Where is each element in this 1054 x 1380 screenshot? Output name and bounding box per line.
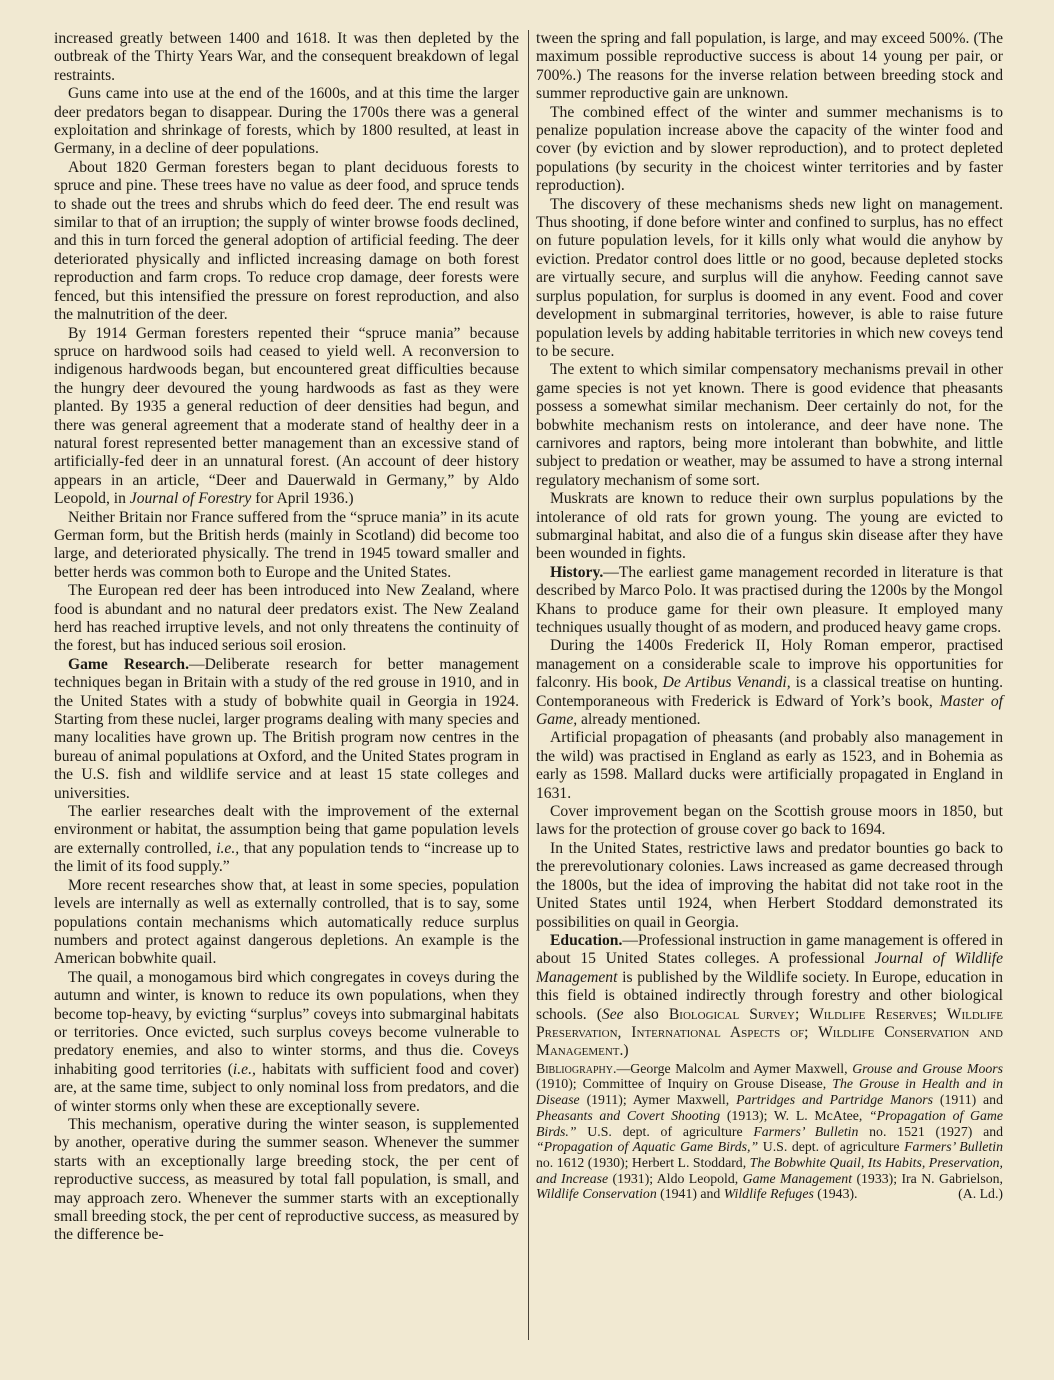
paragraph-text: During the 1400s Frederick II, Holy Roman emperor, practised management on a considerable scale to improve his opportunities for falconry. His book, [536, 637, 1003, 692]
italic-text: Master of Game, [536, 692, 1003, 729]
right-paragraphs [536, 30, 1003, 1061]
bibliography-text: no. 1612 (1930); Herbert L. Stoddard, [536, 1154, 750, 1170]
paragraph-text: By 1914 German foresters repented their “spruce mania” because spruce on hardwood soils had ceased to yield well. A reconversion to indigenous hardwoods began, but encountered great difficulties because the hungry deer devoured the young hardwoods as fast as they were planted. By 1935 a general reduction of deer densities had begun, and there was general agreement that a moderate stand of healthy deer in a natural forest represented better management than an excessive stand of artificially-fed deer in an unnatural forest. (An account of deer history appears in an article, “Deer and Dauerwald in Germany,” by Aldo Leopold, in [54, 324, 519, 508]
right-paragraph [536, 932, 1003, 1061]
paragraph-text: Muskrats are known to reduce their own surplus populations by the intolerance of old rats for grown young. The young are evicted to submarginal habitat, and also die of a fungus skin disease after they have been wounded in fights. [536, 490, 1003, 563]
bibliography-title: Partridges and Partridge Manors [736, 1092, 934, 1108]
bibliography-text: (1911) and [933, 1092, 1003, 1108]
bibliography-text: no. 1521 (1927) and [858, 1123, 1004, 1139]
paragraph-text: increased greatly between 1400 and 1618. It was then depleted by the outbreak of the Thirty Years War, and the consequent breakdown of legal restraints. [54, 30, 519, 84]
paragraph-text: The combined effect of the winter and summer mechanisms is to penalize population increase above the capacity of the winter food and cover (by eviction and by slower reproduction), and to protect depleted populations (by security in the choicest winter territories and by faster reproduction). [536, 103, 1003, 195]
right-paragraph [536, 196, 1003, 362]
paragraph-text: More recent researches show that, at least in some species, population levels are internally as well as externally controlled, that is to say, some populations contain mechanisms which automatically reduce surplus numbers and protect against dangerous depletions. An example is the American bobwhite quail. [54, 876, 519, 968]
bibliography-title: Grouse and Grouse Moors [852, 1060, 1004, 1076]
section-heading: Game Research. [68, 655, 189, 673]
paragraph-text: About 1820 German foresters began to plant deciduous forests to spruce and pine. These trees have no value as deer food, and spruce tends to shade out the trees and shrubs which do feed deer. The end result was similar to that of an irruption; the supply of winter browse foods declined, and this in turn forced the general adoption of artificial feeding. The deer deteriorated physically and inflicted increasing damage on both forest reproduction and farm crops. To reduce crop damage, deer forests were fenced, but this intensified the pressure on forest reproduction, and also the malnutrition of the deer. [54, 158, 519, 324]
right-column [536, 30, 1003, 1202]
italic-text: Journal of Forestry [129, 490, 252, 508]
bibliography-text: U.S. dept. of agriculture [576, 1123, 754, 1139]
bibliography-entries [536, 1061, 1003, 1202]
bibliography-title: The Grouse in Health and in Disease [536, 1076, 1003, 1108]
italic-text: i.e., [216, 839, 240, 857]
paragraph-text: is a classical treatise on hunting. Contemporaneous with Frederick is Edward of York’s book, [536, 674, 1003, 710]
paragraph-text: is published by the Wildlife society. In Europe, education in this field is obtained indirectly through forestry and other biological schools. ( [536, 968, 1003, 1023]
paragraph-text: The extent to which similar compensatory mechanisms prevail in other game species is not yet known. There is good evidence that pheasants possess a somewhat similar mechanism. Deer certainly do not, for the bobwhite mechanism rests on intolerance, and deer have none. The carnivores and raptors, being more intolerant than bobwhite, and little subject to predation or weather, may be assumed to have a strong internal regulatory mechanism of some sort. [536, 361, 1003, 489]
bibliography-title: Farmers’ Bulletin [753, 1123, 859, 1139]
paragraph-text: that any population tends to “increase up to the limit of its food supply.” [54, 839, 519, 876]
italic-text: i.e., [232, 1060, 256, 1078]
left-paragraph [54, 969, 519, 1116]
italic-text: De Artibus Venandi, [662, 674, 791, 692]
left-paragraph [54, 30, 519, 85]
left-column [54, 30, 519, 1245]
paragraph-text: Guns came into use at the end of the 1600s, and at this time the larger deer predators began to disappear. During the 1700s there was a general exploitation and shrinkage of forests, which by 1800 resulted, at least in Germany, in a decline of deer populations. [54, 85, 519, 158]
paragraph-text: tween the spring and fall population, is large, and may exceed 500%. (The maximum possible reproductive success is about 14 young per pair, or 700%.) The reasons for the inverse relation between breeding stock and summer reproductive gain are unknown. [536, 30, 1003, 103]
left-paragraph [54, 509, 519, 583]
right-paragraph [536, 803, 1003, 840]
italic-text: Journal of Wildlife Management [536, 950, 1003, 986]
italic-text: See [601, 1005, 624, 1023]
bibliography-title: Pheasants and Covert Shooting [536, 1107, 721, 1123]
section-heading: History. [550, 563, 604, 581]
left-paragraph [54, 656, 519, 803]
right-paragraph [536, 729, 1003, 803]
paragraph-text: In the United States, restrictive laws and predator bounties go back to the prerevolutionary colonies. Laws increased as game decreased through the 1800s, but the idea of improving the habitat did not take root in the United States until 1924, when Herbert Stoddard demonstrated its possibilities on quail in Georgia. [536, 839, 1003, 931]
bibliography-text: (1913); W. L. McAtee, [720, 1107, 869, 1123]
right-paragraph [536, 564, 1003, 638]
paragraph-text: —The earliest game management recorded in literature is that described by Marco Polo. It was practised during the 1200s by the Mongol Khans to produce game for their own pleasure. It employed many techniques usually thought of as modern, and produced heavy game crops. [536, 563, 1003, 636]
left-paragraph [54, 877, 519, 969]
paragraph-text: Cover improvement began on the Scottish grouse moors in 1850, but laws for the protection of grouse cover go back to 1694. [536, 803, 1003, 839]
cross-reference: Biological Survey; Wildlife Reserves; Wildlife Preservation, International Aspects of; Wildlife Conservation and Management. [536, 1005, 1004, 1060]
paragraph-text: also [623, 1005, 669, 1023]
left-paragraph [54, 582, 519, 656]
paragraph-text: This mechanism, operative during the winter season, is supplemented by another, operative during the summer season. Whenever the summer starts with an exceptionally large breeding stock, the per cent of reproductive success, as measured by total fall population, is small, and may approach zero. Whenever the summer starts with an exceptionally small breeding stock, the per cent of reproductive success, as measured by the difference be- [54, 1115, 519, 1244]
bibliography-title: “Propagation of Game Birds.” [536, 1107, 1003, 1139]
section-heading: Education. [550, 931, 623, 949]
paragraph-text: The quail, a monogamous bird which congregates in coveys during the autumn and winter, is known to reduce its own populations, when they become top-heavy, by evicting “surplus” coveys into submarginal habitats or territories. Once evicted, such surplus coveys become vulnerable to predatory enemies, and also to winter storms, and thus die. Coveys inhabiting good territories ( [54, 968, 519, 1078]
column-divider [528, 30, 529, 1340]
right-paragraph [536, 361, 1003, 490]
right-paragraph [536, 104, 1003, 196]
bibliography-text: U.S. dept. of agriculture [758, 1139, 905, 1155]
left-paragraph [54, 1116, 519, 1245]
paragraph-text: —Deliberate research for better management techniques began in Britain with a study of the red grouse in 1910, and in the United States with a study of bobwhite quail in Georgia in 1924. Starting from these nuclei, larger programs dealing with many species and many localities have grown up. The British program now centres in the bureau of animal populations at Oxford, and the United States program in the U.S. fish and wildlife service and at least 15 state colleges and universities. [54, 655, 520, 802]
bibliography-title: The Bobwhite Quail, Its Habits, Preservation, and Increase [536, 1154, 1003, 1186]
paragraph-text: habitats with sufficient food and cover) are, at the same time, subject to only nominal loss from predators, and die of winter storms only when these are exceptionally severe. [54, 1060, 519, 1115]
bibliography-title: “Propagation of Aquatic Game Birds,” [536, 1139, 759, 1155]
left-paragraph [54, 803, 519, 877]
paragraph-text: —Professional instruction in game management is offered in about 15 United States colleges. A professional [536, 931, 1003, 968]
paragraph-text: for April 1936.) [251, 490, 354, 508]
paragraph-text: The earlier researches dealt with the improvement of the external environment or habitat, the assumption being that game population levels are externally controlled, [54, 803, 519, 857]
bibliography-text: (1911); Aymer Maxwell, [579, 1092, 737, 1108]
bibliography [536, 1061, 1003, 1202]
paragraph-text: already mentioned. [577, 711, 701, 729]
bibliography-label: Bibliography. [536, 1060, 617, 1076]
paragraph-text: Artificial propagation of pheasants (and probably also management in the wild) was practised in England as early as 1523, and in Bohemia as early as 1598. Mallard ducks were artificially propagated in England in 1631. [536, 729, 1003, 802]
bibliography-text: (1910); Committee of Inquiry on Grouse Disease, [536, 1076, 833, 1092]
bibliography-title: Farmers’ Bulletin [904, 1139, 1003, 1155]
bibliography-text: (1941) and [656, 1186, 724, 1202]
paragraph-text: ) [623, 1042, 629, 1060]
bibliography-text: —George Malcolm and Aymer Maxwell, [616, 1060, 853, 1076]
paragraph-text: Neither Britain nor France suffered from the “spruce mania” in its acute German form, but the British herds (mainly in Scotland) did become too large, and deteriorated physically. The trend in 1945 toward smaller and better herds was common both to Europe and the United States. [54, 508, 519, 581]
bibliography-text: (1931); Aldo Leopold, [608, 1170, 743, 1186]
bibliography-title: Game Management [742, 1170, 853, 1186]
left-paragraph [54, 159, 519, 325]
right-paragraph [536, 490, 1003, 564]
right-paragraph [536, 30, 1003, 104]
left-paragraph [54, 325, 519, 509]
bibliography-text: (1933); Ira N. Gabrielson, [852, 1170, 1003, 1186]
bibliography-title: Wildlife Conservation [536, 1186, 657, 1202]
bibliography-text: (1943). [813, 1186, 858, 1202]
left-paragraph [54, 85, 519, 159]
bibliography-title: Wildlife Refuges [723, 1186, 814, 1202]
paragraph-text: The discovery of these mechanisms sheds new light on management. Thus shooting, if done before winter and confined to surplus, has no effect on future population levels, for it kills only what would die anyhow by eviction. Predator control does little or no good, because depleted stocks are virtually secure, and surplus will die anyhow. Feeding cannot save surplus population, for surplus is doomed in any event. Food and cover development in submarginal territories, however, is able to raise future population levels by adding habitable territories in which new coveys tend to be secure. [536, 195, 1003, 360]
author-signature: (A. Ld.) [958, 1186, 1003, 1202]
paragraph-text: The European red deer has been introduced into New Zealand, where food is abundant and no natural deer predators exist. The New Zealand herd has reached irruptive levels, and not only threatens the continuity of the forest, but has induced serious soil erosion. [54, 582, 519, 655]
right-paragraph [536, 840, 1003, 932]
right-paragraph [536, 637, 1003, 729]
